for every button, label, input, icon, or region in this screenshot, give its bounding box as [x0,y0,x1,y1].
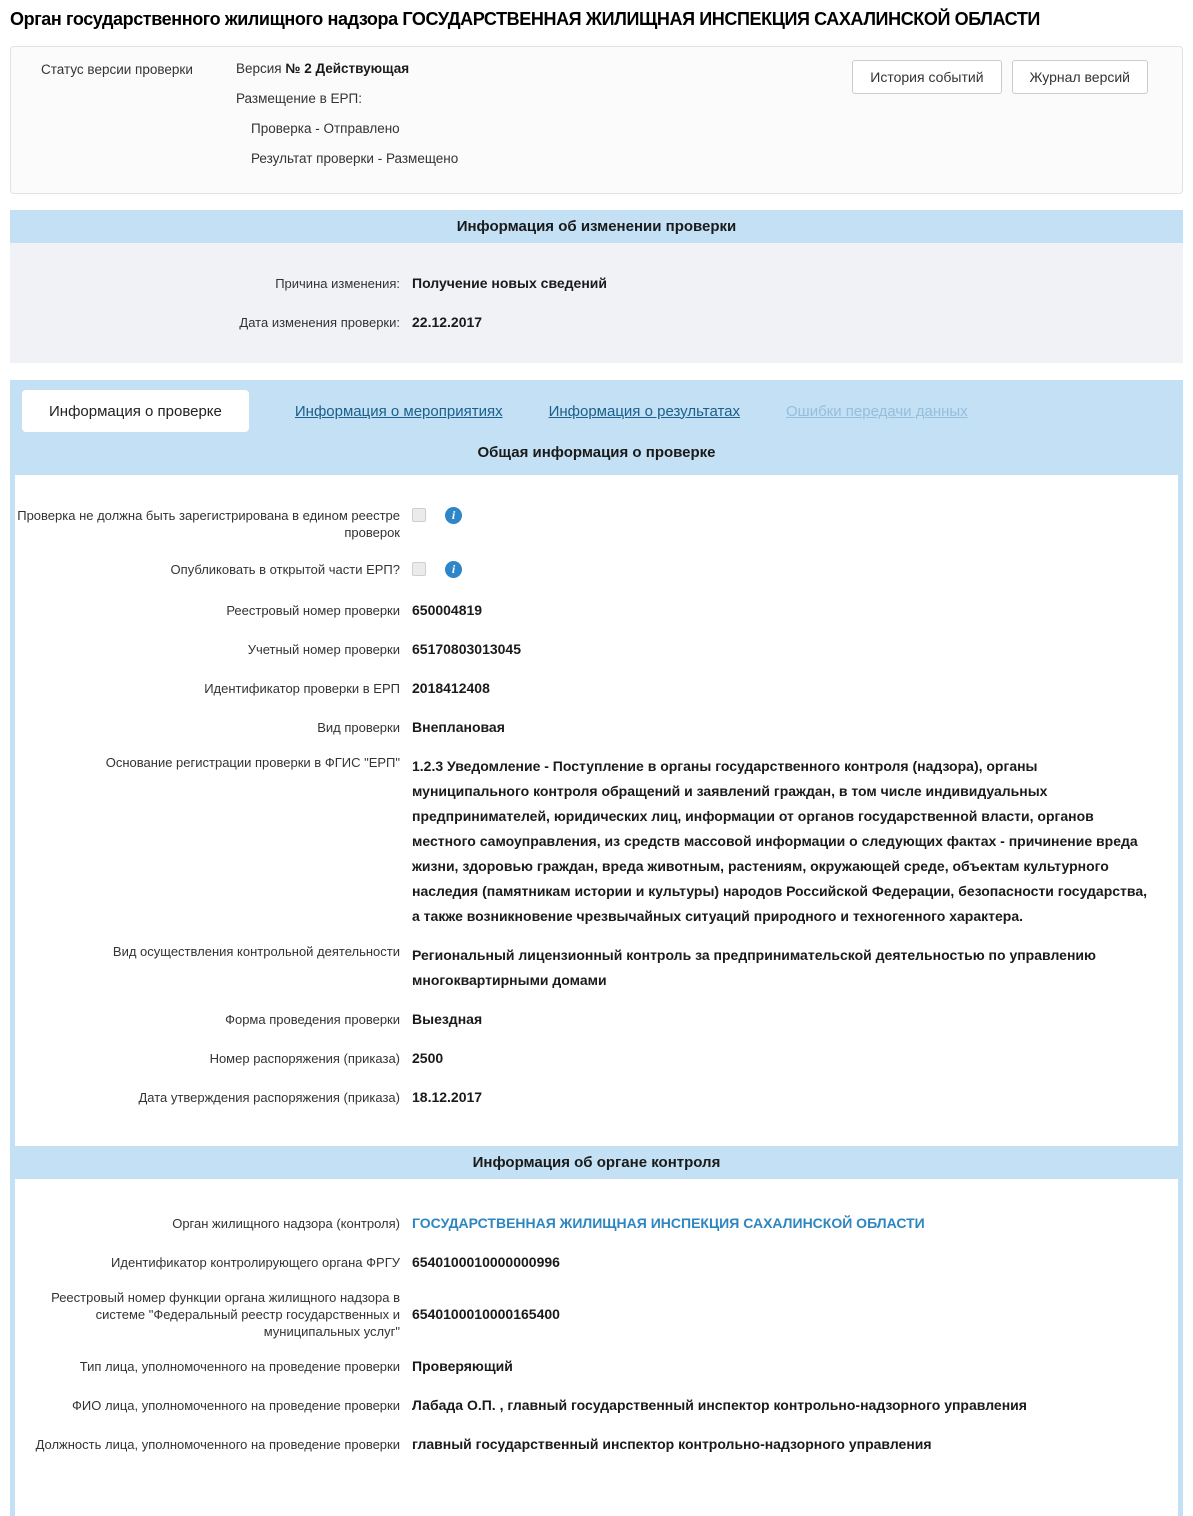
field-row [10,271,1183,296]
erp-id-label: Идентификатор проверки в ЕРП [204,681,400,696]
field-row [15,1289,1178,1340]
erp-placement-check: Проверка - Отправлено [251,121,400,136]
authorized-person-position-label: Должность лица, уполномоченного на проведение проверки [35,1437,400,1452]
erp-id-value: 2018412408 [412,680,490,696]
supervision-body-link[interactable]: ГОСУДАРСТВЕННАЯ ЖИЛИЩНАЯ ИНСПЕКЦИЯ САХАЛИНСКОЙ ОБЛАСТИ [412,1215,925,1231]
frgu-function-number-label: Реестровый номер функции органа жилищного надзора в системе "Федеральный реестр государственных и муниципальных услуг" [51,1290,400,1339]
control-body-header: Информация об органе контроля [10,1146,1183,1179]
checkbox-row [15,561,1178,578]
change-info-section [10,210,1183,363]
field-row [15,754,1178,929]
version-line [236,60,458,78]
order-approval-date-label: Дата утверждения распоряжения (приказа) [138,1090,400,1105]
authorized-person-name-label: ФИО лица, уполномоченного на проведение проверки [72,1398,400,1413]
status-buttons [852,60,1148,94]
registration-basis-value: 1.2.3 Уведомление - Поступление в органы государственного контроля (надзора), органы муниципального контроля обращений и заявлений граждан, в том числе индивидуальных предпринимателей, юридических лиц, информации от органов государственной власти, органов местного самоуправления, из средств массовой информации о следующих фактах - причинение вреда жизни, здоровью граждан, вреда животным, растениям, окружающей среде, объектам культурного наследия (памятникам истории и культуры) народов Российской Федерации, безопасности государства, а также возникновение чрезвычайных ситуаций природного и техногенного характера. [412,758,1147,924]
general-info-body [15,475,1178,1146]
general-info-title: Общая информация о проверке [477,444,716,461]
check-type-label: Вид проверки [317,720,400,735]
version-value: № 2 Действующая [285,61,410,76]
status-version-body [236,60,458,180]
field-row [15,598,1178,623]
info-icon[interactable]: i [445,561,462,578]
page-title: Орган государственного жилищного надзора ГОСУДАРСТВЕННАЯ ЖИЛИЩНАЯ ИНСПЕКЦИЯ САХАЛИНСКОЙ ОБЛАСТИ [10,9,1040,29]
field-row [10,310,1183,335]
check-type-value: Внеплановая [412,719,505,735]
field-row [15,637,1178,662]
erp-placement-title: Размещение в ЕРП: [236,91,362,106]
not-registered-label: Проверка не должна быть зарегистрирована в едином реестре проверок [17,508,400,540]
check-form-value: Выездная [412,1011,483,1027]
version-prefix: Версия [236,61,282,76]
control-body-content [15,1179,1178,1516]
account-number-value: 65170803013045 [412,641,522,657]
frgu-org-id-value: 6540100010000000996 [412,1254,560,1270]
publish-open-erp-label: Опубликовать в открытой части ЕРП? [170,562,400,577]
publish-open-erp-checkbox[interactable] [412,562,426,576]
order-number-value: 2500 [412,1050,444,1066]
authorized-person-name-value: Лабада О.П. , главный государственный инспектор контрольно-надзорного управления [412,1397,1027,1413]
field-row [15,676,1178,701]
tab-events[interactable]: Информация о мероприятиях [294,402,503,420]
authorized-person-type-label: Тип лица, уполномоченного на проведение проверки [79,1359,400,1374]
control-activity-type-value: Региональный лицензионный контроль за предпринимательской деятельностью по управлению многоквартирными домами [412,947,1096,988]
field-row [15,715,1178,740]
registration-basis-label: Основание регистрации проверки в ФГИС "ЕРП" [105,755,400,770]
tab-transfer-errors[interactable]: Ошибки передачи данных [786,402,968,420]
authorized-person-position-value: главный государственный инспектор контрольно-надзорного управления [412,1436,932,1452]
checkbox-row [15,507,1178,541]
field-row [15,1211,1178,1236]
change-reason-value: Получение новых сведений [412,275,607,291]
tab-results[interactable]: Информация о результатах [548,402,740,420]
account-number-label: Учетный номер проверки [247,642,400,657]
order-approval-date-value: 18.12.2017 [412,1089,483,1105]
field-row [15,1393,1178,1418]
change-date-value: 22.12.2017 [412,314,483,330]
field-row [15,1085,1178,1110]
not-registered-checkbox[interactable] [412,508,426,522]
tab-check-info[interactable]: Информация о проверке [22,390,249,432]
check-form-label: Форма проведения проверки [225,1012,400,1027]
page [0,9,1193,1516]
registry-number-value: 650004819 [412,602,483,618]
info-icon[interactable]: i [445,507,462,524]
authorized-person-type-value: Проверяющий [412,1358,513,1374]
change-info-header: Информация об изменении проверки [10,210,1183,243]
supervision-body-label: Орган жилищного надзора (контроля) [172,1216,400,1231]
field-row [15,1354,1178,1379]
field-row [15,943,1178,993]
field-row [15,1432,1178,1457]
erp-placement-result: Результат проверки - Размещено [251,151,459,166]
order-number-label: Номер распоряжения (приказа) [209,1051,400,1066]
versions-journal-button[interactable]: Журнал версий [1012,60,1148,94]
field-row [15,1046,1178,1071]
field-row [15,1250,1178,1275]
status-version-label: Статус версии проверки [41,62,193,77]
frgu-function-number-value: 6540100010000165400 [412,1306,560,1322]
change-info-body [10,243,1183,363]
control-activity-type-label: Вид осуществления контрольной деятельности [112,944,400,959]
registry-number-label: Реестровый номер проверки [226,603,400,618]
tab-bar [10,380,1183,432]
history-events-button[interactable]: История событий [852,60,1001,94]
change-reason-label: Причина изменения: [275,276,400,291]
field-row [15,1007,1178,1032]
change-date-label: Дата изменения проверки: [239,315,400,330]
status-panel [10,46,1183,194]
frgu-org-id-label: Идентификатор контролирующего органа ФРГУ [111,1255,400,1270]
check-info-section [10,380,1183,1516]
